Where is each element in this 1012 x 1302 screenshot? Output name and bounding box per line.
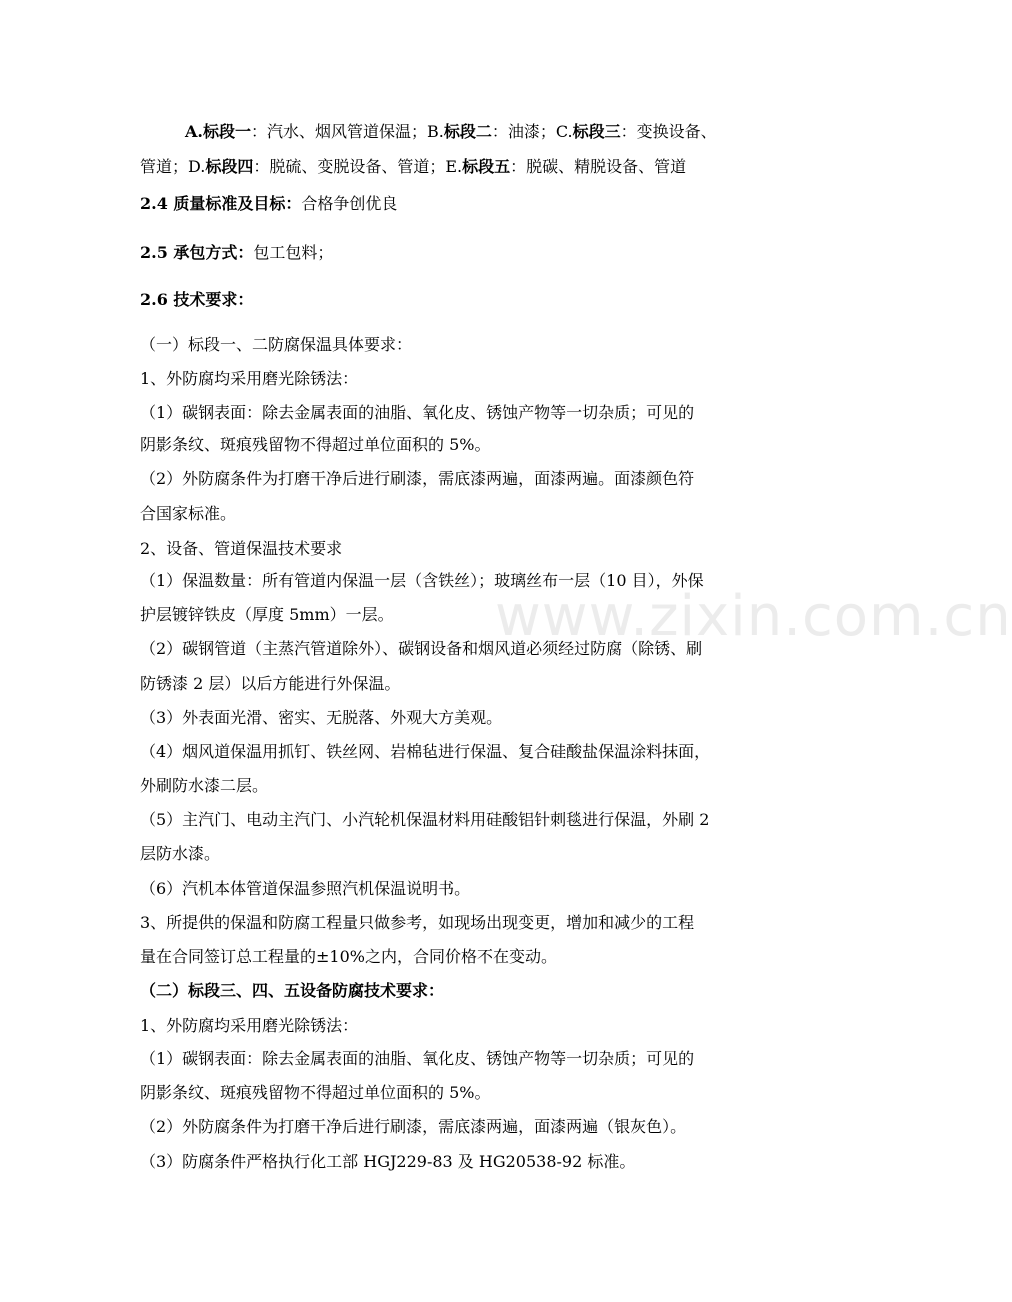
paragraph-line: （3）防腐条件严格执行化工部 HGJ229-83 及 HG20538-92 标准。 bbox=[140, 1152, 636, 1171]
text-part-3: ：脱碳、精脱设备、管道 bbox=[510, 157, 687, 176]
paragraph-line: 合国家标准。 bbox=[140, 504, 237, 523]
section-2-5 bbox=[140, 241, 790, 265]
paragraph-line: 1、外防腐均采用磨光除锈法： bbox=[140, 1016, 359, 1035]
paragraph-line: （5）主汽门、电动主汽门、小汽轮机保温材料用硅酸铝针刺毯进行保温，外刷 2 bbox=[140, 810, 710, 829]
label-b-text: ：油漆；C. bbox=[491, 122, 573, 141]
paragraph-line: 3、所提供的保温和防腐工程量只做参考，如现场出现变更，增加和减少的工程 bbox=[140, 913, 695, 932]
watermark: www.zixin.com.cn bbox=[495, 584, 1012, 649]
label-e-title: 标段五 bbox=[462, 157, 511, 176]
label-a-title: 标段一 bbox=[202, 122, 251, 141]
subsection-1-heading: （一）标段一、二防腐保温具体要求： bbox=[140, 335, 413, 354]
section-2-4 bbox=[140, 192, 790, 216]
section-2-5-text: 包工包料； bbox=[253, 243, 334, 262]
paragraph-line: 阴影条纹、斑痕残留物不得超过单位面积的 5%。 bbox=[140, 435, 491, 454]
paragraph-line: 2、设备、管道保温技术要求 bbox=[140, 539, 343, 558]
paragraph-line: 外刷防水漆二层。 bbox=[140, 776, 269, 795]
paragraph-line: （6）汽机本体管道保温参照汽机保温说明书。 bbox=[140, 879, 471, 898]
paragraph-line: （1）碳钢表面：除去金属表面的油脂、氧化皮、锈蚀产物等一切杂质；可见的 bbox=[140, 403, 695, 422]
label-d-title: 标段四 bbox=[205, 157, 254, 176]
paragraph-line: （1）碳钢表面：除去金属表面的油脂、氧化皮、锈蚀产物等一切杂质；可见的 bbox=[140, 1049, 695, 1068]
section-intro-line-2 bbox=[140, 155, 790, 179]
paragraph-line: （4）烟风道保温用抓钉、铁丝网、岩棉毡进行保温、复合硅酸盐保温涂料抹面， bbox=[140, 742, 711, 761]
paragraph-line: （2）外防腐条件为打磨干净后进行刷漆，需底漆两遍，面漆两遍（银灰色）。 bbox=[140, 1117, 687, 1136]
text-part-2: ：脱硫、变脱设备、管道；E. bbox=[253, 157, 463, 176]
paragraph-line: 量在合同签订总工程量的±10%之内，合同价格不在变动。 bbox=[140, 947, 557, 966]
paragraph-line: 阴影条纹、斑痕残留物不得超过单位面积的 5%。 bbox=[140, 1083, 491, 1102]
paragraph-line: 护层镀锌铁皮（厚度 5mm）一层。 bbox=[140, 605, 394, 624]
section-2-6-heading: 2.6 技术要求： bbox=[140, 290, 254, 309]
paragraph-line: （1）保温数量：所有管道内保温一层（含铁丝）；玻璃丝布一层（10 目），外保 bbox=[140, 571, 704, 590]
text-part-1: 管道；D. bbox=[140, 157, 206, 176]
section-intro-line-1 bbox=[185, 120, 835, 144]
label-c-title: 标段三 bbox=[572, 122, 621, 141]
label-a-text: ：汽水、烟风管道保温；B. bbox=[251, 122, 444, 141]
paragraph-line: 防锈漆 2 层）以后方能进行外保温。 bbox=[140, 674, 401, 693]
label-c-text: ：变换设备、 bbox=[620, 122, 717, 141]
subsection-2-heading: （二）标段三、四、五设备防腐技术要求： bbox=[140, 981, 445, 1000]
section-2-4-text: 合格争创优良 bbox=[301, 194, 398, 213]
paragraph-line: （2）外防腐条件为打磨干净后进行刷漆，需底漆两遍，面漆两遍。面漆颜色符 bbox=[140, 469, 695, 488]
label-a: A. bbox=[185, 122, 203, 141]
paragraph-line: （2）碳钢管道（主蒸汽管道除外）、碳钢设备和烟风道必须经过防腐（除锈、刷 bbox=[140, 639, 703, 658]
section-2-4-heading: 2.4 质量标准及目标： bbox=[140, 194, 302, 213]
paragraph-line: 层防水漆。 bbox=[140, 844, 221, 863]
section-2-6 bbox=[140, 288, 790, 312]
paragraph-line: （3）外表面光滑、密实、无脱落、外观大方美观。 bbox=[140, 708, 503, 727]
section-2-5-heading: 2.5 承包方式： bbox=[140, 243, 254, 262]
paragraph-line: 1、外防腐均采用磨光除锈法： bbox=[140, 369, 359, 388]
label-b-title: 标段二 bbox=[443, 122, 492, 141]
